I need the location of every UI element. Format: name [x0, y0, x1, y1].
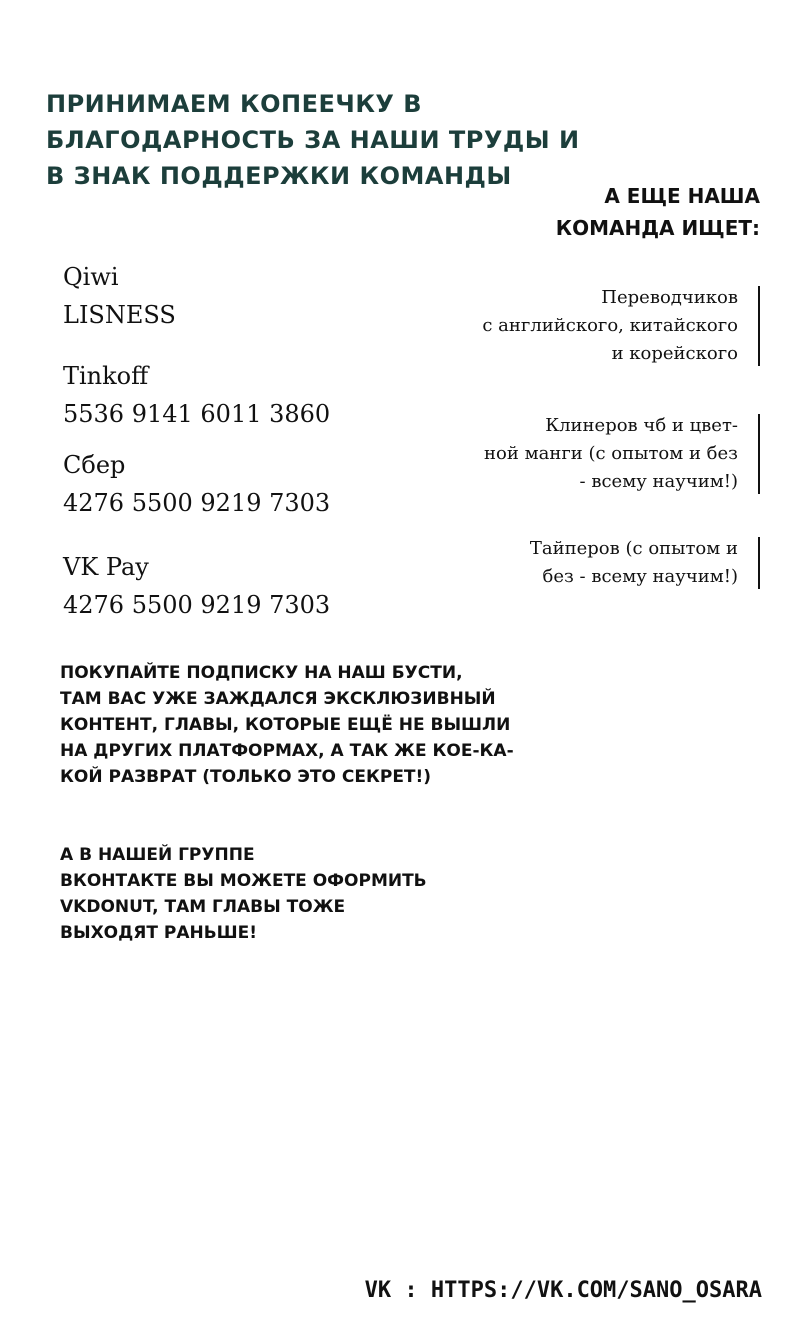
payment-name: Qiwi: [63, 263, 119, 291]
payment-sber: [63, 446, 330, 522]
role-line: и корейского: [611, 343, 738, 364]
role-line: Тайперов (с опытом и: [529, 538, 738, 559]
payment-qiwi: [63, 258, 176, 334]
role-line: Переводчиков: [601, 287, 738, 308]
payment-name: Сбер: [63, 451, 126, 479]
recruit-title-line: КОМАНДА ИЩЕТ:: [555, 216, 760, 240]
role-line: без - всему научим!): [542, 566, 738, 587]
boosty-line: КОЙ РАЗВРАТ (ТОЛЬКО ЭТО СЕКРЕТ!): [60, 767, 432, 787]
donation-heading: [46, 86, 580, 194]
role-divider: [758, 414, 760, 494]
vk-group-promo: [60, 842, 427, 946]
heading-line: ПРИНИМАЕМ КОПЕЕЧКУ В: [46, 90, 423, 118]
payment-vkpay: [63, 548, 330, 624]
role-cleaners: [484, 412, 760, 496]
role-line: с английского, китайского: [482, 315, 738, 336]
role-typers: [530, 535, 760, 591]
heading-line: БЛАГОДАРНОСТЬ ЗА НАШИ ТРУДЫ И: [46, 126, 580, 154]
boosty-line: НА ДРУГИХ ПЛАТФОРМАХ, А ТАК ЖЕ КОЕ-КА-: [60, 741, 514, 761]
role-line: - всему научим!): [579, 471, 738, 492]
vk-link[interactable]: VK : HTTPS://VK.COM/SANO_OSARA: [364, 1278, 762, 1303]
payment-tinkoff: [63, 357, 330, 433]
role-divider: [758, 537, 760, 589]
boosty-promo: [60, 660, 514, 790]
vk-group-line: VKDONUT, ТАМ ГЛАВЫ ТОЖЕ: [60, 897, 346, 917]
role-divider: [758, 286, 760, 366]
boosty-line: ТАМ ВАС УЖЕ ЗАЖДАЛСЯ ЭКСКЛЮЗИВНЫЙ: [60, 689, 496, 709]
vk-group-line: ВЫХОДЯТ РАНЬШЕ!: [60, 923, 258, 943]
role-line: ной манги (с опытом и без: [484, 443, 738, 464]
recruit-title: [556, 180, 760, 244]
vk-group-line: А В НАШЕЙ ГРУППЕ: [60, 845, 255, 865]
heading-line: В ЗНАК ПОДДЕРЖКИ КОМАНДЫ: [46, 162, 512, 190]
payment-name: VK Pay: [63, 553, 149, 581]
payment-value[interactable]: 4276 5500 9219 7303: [63, 591, 331, 619]
payment-value[interactable]: 4276 5500 9219 7303: [63, 489, 331, 517]
vk-group-line: ВКОНТАКТЕ ВЫ МОЖЕТЕ ОФОРМИТЬ: [60, 871, 427, 891]
payment-name: Tinkoff: [63, 362, 149, 390]
role-line: Клинеров чб и цвет-: [545, 415, 738, 436]
payment-value[interactable]: 5536 9141 6011 3860: [63, 400, 331, 428]
payment-value[interactable]: LISNESS: [63, 301, 176, 329]
role-translators: [482, 284, 760, 368]
boosty-line: КОНТЕНТ, ГЛАВЫ, КОТОРЫЕ ЕЩЁ НЕ ВЫШЛИ: [60, 715, 511, 735]
recruit-title-line: А ЕЩЕ НАША: [604, 184, 760, 208]
boosty-line: ПОКУПАЙТЕ ПОДПИСКУ НА НАШ БУСТИ,: [60, 663, 463, 683]
